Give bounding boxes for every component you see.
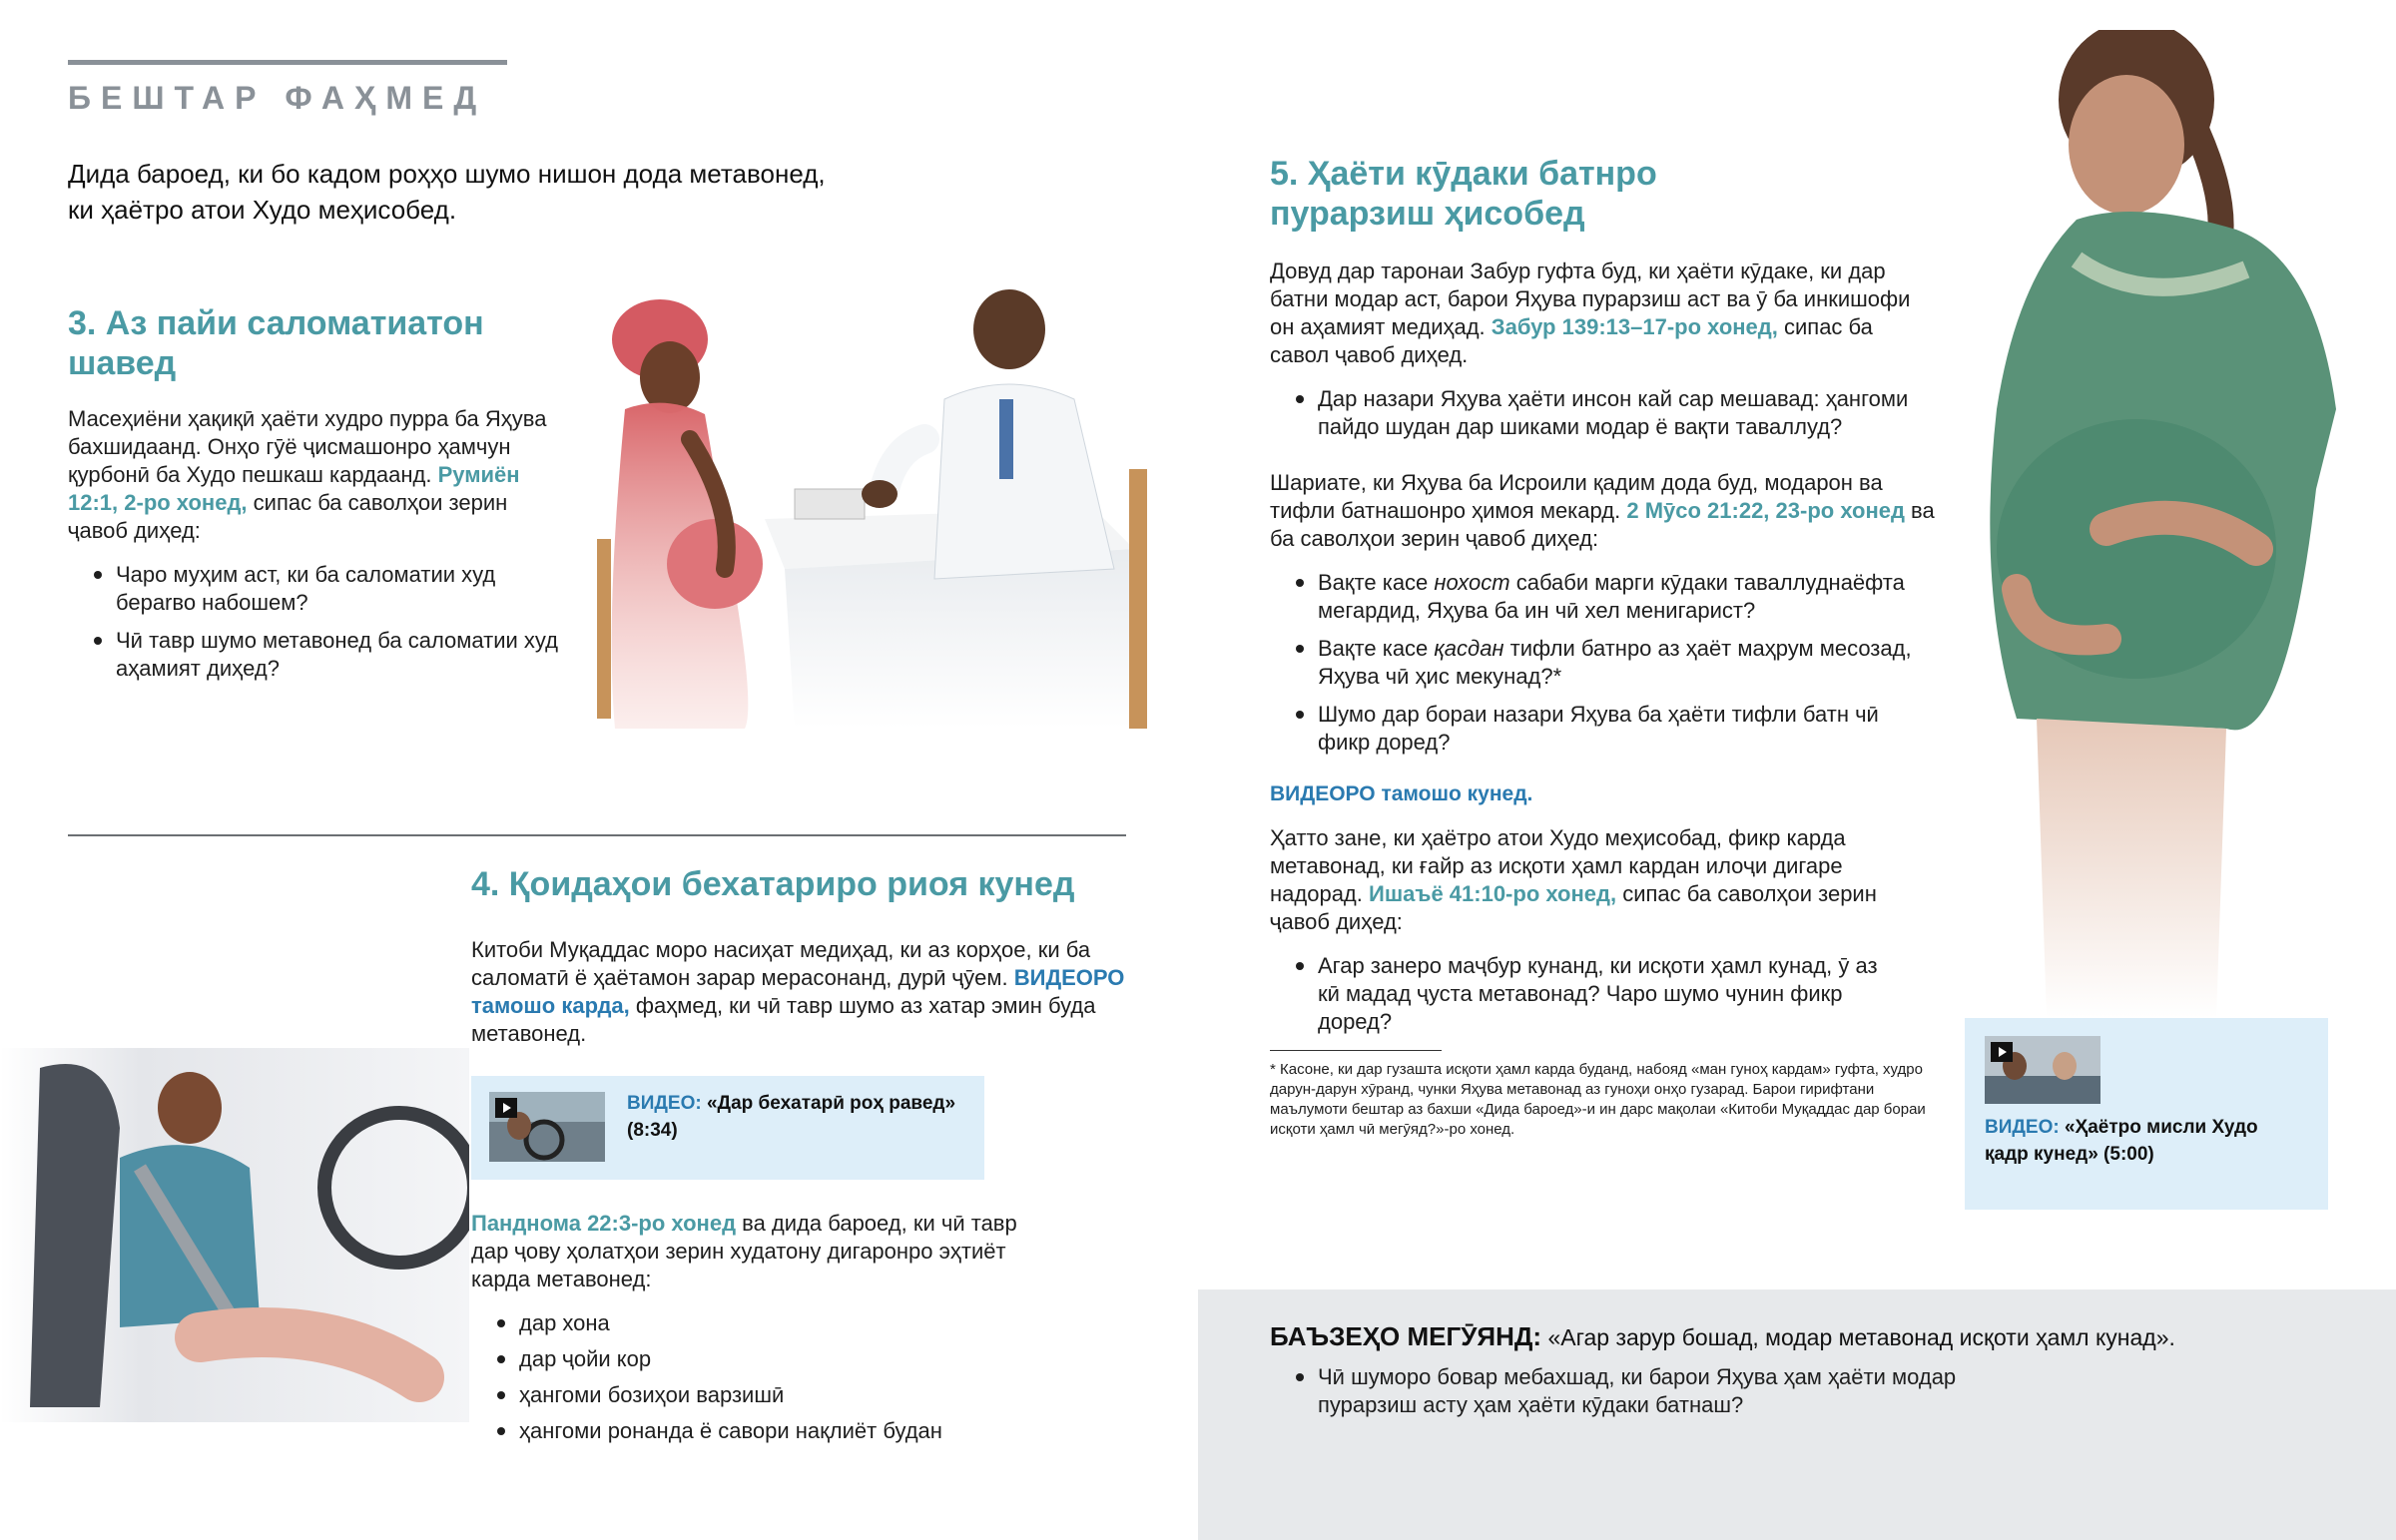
section3-title: 3. Аз пайи саломатиатон шавед: [68, 304, 484, 382]
section3-paragraph: Масеҳиёни ҳақиқӣ ҳаёти худро пурра ба Яҳува бахшидаанд. Онҳо гӯё ҷисмашонро ҳамчун қурбонӣ ба Худо пешкаш кардаанд. Румиён 12:1, 2-ро хонед, сипас ба саволҳои зерин ҷавоб диҳед:: [68, 406, 547, 543]
question-item: Чӣ тавр шумо метавонед ба саломатии худ аҳамият диҳед?: [92, 627, 561, 683]
scripture-ref-proverbs[interactable]: Панднома 22:3-ро хонед: [471, 1211, 737, 1236]
doctor-visit-illustration: [595, 289, 1154, 729]
video-card-value-life[interactable]: [1965, 1018, 2328, 1210]
scripture-ref-psalm[interactable]: Забур 139:13–17-ро хонед,: [1491, 314, 1778, 339]
question-item: Вақте касе нохост сабаби марги кӯдаки таваллуднаёфта мегардид, Яҳува ба ин чӣ хел менигарист?: [1294, 569, 1933, 625]
question-item: Шумо дар бораи назари Яҳува ба ҳаёти тифли батн чӣ фикр доред?: [1294, 701, 1933, 757]
section5-question1: [1294, 385, 1933, 451]
play-icon[interactable]: [1991, 1042, 2013, 1062]
intro-text: Дида бароед, ки бо кадом роҳҳо шумо нишон дода метавонед, ки ҳаётро атои Худо меҳисобед.: [68, 159, 826, 225]
kicker-title: БЕШТАР ФАҲМЕД: [68, 80, 487, 116]
section-divider: [68, 834, 1126, 836]
pregnant-woman-illustration: [1957, 30, 2356, 1018]
section5-paragraph1: Довуд дар таронаи Забур гуфта буд, ки ҳаёти кӯдаке, ки дар батни модар аст, барои Яҳува пурарзиш аст ва ӯ ба инкишофи он аҳамият медиҳад. Забур 139:13–17-ро хонед, сипас ба савол ҷавоб диҳед.: [1270, 258, 1911, 367]
list-item: дар ҷойи кор: [495, 1345, 1054, 1373]
scripture-ref-exodus[interactable]: 2 Мӯсо 21:22, 23-ро хонед: [1626, 498, 1905, 523]
list-item: ҳангоми бозиҳои варзишӣ: [495, 1381, 1054, 1409]
play-icon[interactable]: [495, 1098, 517, 1118]
header-rule: [68, 60, 507, 65]
footnote-rule: [1270, 1050, 1442, 1051]
video-caption: ВИДЕО: «Ҳаётро мисли Худо қадр кунед» (5:00): [1985, 1117, 2258, 1165]
watch-video-link[interactable]: ВИДЕОРО тамошо карда,: [471, 965, 1125, 1018]
watch-video-cta[interactable]: ВИДЕОРО тамошо кунед.: [1270, 782, 1533, 805]
seatbelt-illustration: [0, 1048, 469, 1422]
panel-statement: БАЪЗЕҲО МЕГӮЯНД: «Агар зарур бошад, модар метавонад исқоти ҳамл кунад».: [1270, 1321, 2175, 1351]
question-item: Агар занеро маҷбур кунанд, ки исқоти ҳамл кунад, ӯ аз кӣ мадад ҷуста метавонад? Чаро шумо чунин фикр доред?: [1294, 952, 1893, 1036]
section5-questions2: [1294, 569, 1933, 767]
video-caption: ВИДЕО: «Дар бехатарӣ роҳ равед» (8:34): [627, 1093, 956, 1141]
scripture-ref-romans-verses[interactable]: 12:1, 2-ро хонед,: [68, 490, 248, 515]
section5-question3: [1294, 952, 1893, 1046]
some-say-panel: [1198, 1289, 2396, 1540]
section4-list: [495, 1309, 1054, 1453]
question-item: Вақте касе қасдан тифли батнро аз ҳаёт маҳрум месозад, Яҳува чӣ ҳис мекунад?*: [1294, 635, 1933, 691]
section4-title: 4. Қоидаҳои бехатариро риоя кунед: [471, 865, 1075, 903]
panel-question: [1294, 1363, 1993, 1429]
section5-title: 5. Ҳаёти кӯдаки батнро пурарзиш ҳисобед: [1270, 155, 1657, 233]
question-item: Чӣ шуморо бовар мебахшад, ки барои Яҳува ҳам ҳаёти модар пурарзиш асту ҳам ҳаёти кӯдаки батнаш?: [1294, 1363, 1993, 1419]
video-thumbnail[interactable]: [489, 1092, 605, 1162]
section3-questions: [92, 561, 561, 693]
list-item: дар хона: [495, 1309, 1054, 1337]
video-thumbnail[interactable]: [1985, 1036, 2100, 1104]
question-item: Дар назари Яҳува ҳаёти инсон кай сар мешавад: ҳангоми пайдо шудан дар шиками модар ё вақти таваллуд?: [1294, 385, 1933, 441]
scripture-ref-isaiah[interactable]: Ишаъё 41:10-ро хонед,: [1369, 881, 1617, 906]
section4-paragraph2: Панднома 22:3-ро хонед ва дида бароед, ки чӣ тавр дар ҷову ҳолатҳои зерин худатону дигаронро эҳтиёт карда метавонед:: [471, 1211, 1017, 1291]
list-item: ҳангоми ронанда ё савори нақлиёт будан: [495, 1417, 1054, 1445]
footnote: * Касоне, ки дар гузашта исқоти ҳамл карда буданд, набояд «ман гуноҳ кардам» гуфта, худро дарун-дарун хӯранд, чунки Яҳува метавонад аз гуноҳи онҳо гузарад. Барои гирифтани маълумоти бештар аз бахши «Дида бароед»-и ин дарс мақолаи «Китоби Муқаддас дар бораи исқоти ҳамл чӣ мегӯяд?»-ро хонед.: [1270, 1061, 1926, 1138]
section4-paragraph: Китоби Муқаддас моро насиҳат медиҳад, ки аз корҳое, ки ба саломатӣ ё ҳаётамон зарар мерасонанд, дурӣ ҷӯем. ВИДЕОРО тамошо карда, фаҳмед, ки чӣ тавр шумо аз хатар эмин буда метавонед.: [471, 937, 1125, 1046]
video-card-safety[interactable]: [471, 1076, 984, 1180]
scripture-ref-romans[interactable]: Румиён: [437, 462, 520, 487]
section5-paragraph3: Ҳатто зане, ки ҳаётро атои Худо меҳисобад, фикр карда метавонад, ки ғайр аз исқоти ҳамл кардан илоҷи дигаре надорад. Ишаъё 41:10-ро хонед, сипас ба саволҳои зерин ҷавоб диҳед:: [1270, 825, 1877, 934]
question-item: Чаро муҳим аст, ки ба саломатии худ беparво набошем?: [92, 561, 561, 617]
section5-paragraph2: Шариате, ки Яҳува ба Исроили қадим дода буд, модарон ва тифли батнашонро ҳимоя мекард. 2 Мӯсо 21:22, 23-ро хонед ва ба саволҳои зерин ҷавоб диҳед:: [1270, 470, 1935, 551]
